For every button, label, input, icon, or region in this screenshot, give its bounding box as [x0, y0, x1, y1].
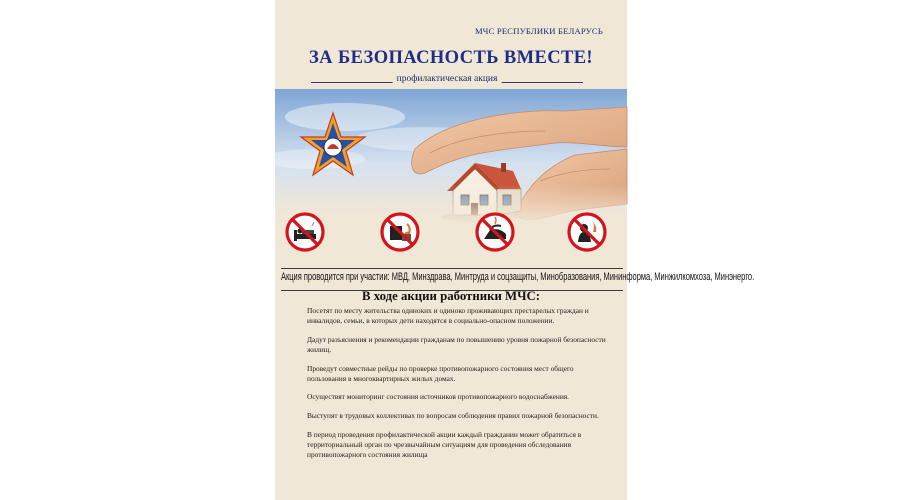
list-item: Проведут совместные рейды по проверке противопожарного состояния мест общего пользования в многоквартирных жилых домах.: [307, 363, 574, 383]
section-heading: В ходе акции работники МЧС:: [361, 289, 541, 303]
no-heater-near-furniture-icon: [380, 212, 420, 252]
organization-name: МЧС РЕСПУБЛИКИ БЕЛАРУСЬ: [474, 26, 603, 36]
partners-text: Акция проводится при участии: МВД, Минздрава, Минтруда и соцзащиты, Минобразования, Мининформа, Минжилкомхоза, Минэнерго.: [281, 271, 755, 283]
list-item: Дадут разъяснения и рекомендации гражданам по повышению уровня пожарной безопасности жилищ.: [307, 334, 606, 354]
actions-list: [307, 306, 609, 469]
poster-title: ЗА БЕЗОПАСНОСТЬ ВМЕСТЕ!: [309, 48, 593, 68]
list-item: Выступят в трудовых коллективах по вопросам соблюдения правил пожарной безопасности.: [307, 411, 599, 421]
list-item: В период проведения профилактической акции каждый гражданин может обратиться в территориальный орган по чрезвычайным ситуациям для проведения обследования противопожарного состояния жилища: [307, 430, 582, 460]
hero-image: [275, 89, 627, 226]
subtitle-row: [311, 74, 583, 88]
poster-subtitle: профилактическая акция: [393, 74, 502, 84]
prohibition-icons-row: [275, 212, 627, 262]
poster: [275, 0, 755, 500]
list-item: Осуществят мониторинг состояния источников противопожарного водоснабжения.: [307, 392, 570, 402]
no-unattended-iron-icon: [475, 212, 515, 252]
no-children-fire-play-icon: [567, 212, 607, 252]
list-item: Посетят по месту жительства одиноких и одиноко проживающих престарелых граждан и инвалидов, семьи, в которых дети находятся в социально-опасном положении.: [307, 306, 589, 325]
no-smoking-in-bed-icon: [285, 212, 325, 252]
partners-banner: [281, 268, 755, 291]
